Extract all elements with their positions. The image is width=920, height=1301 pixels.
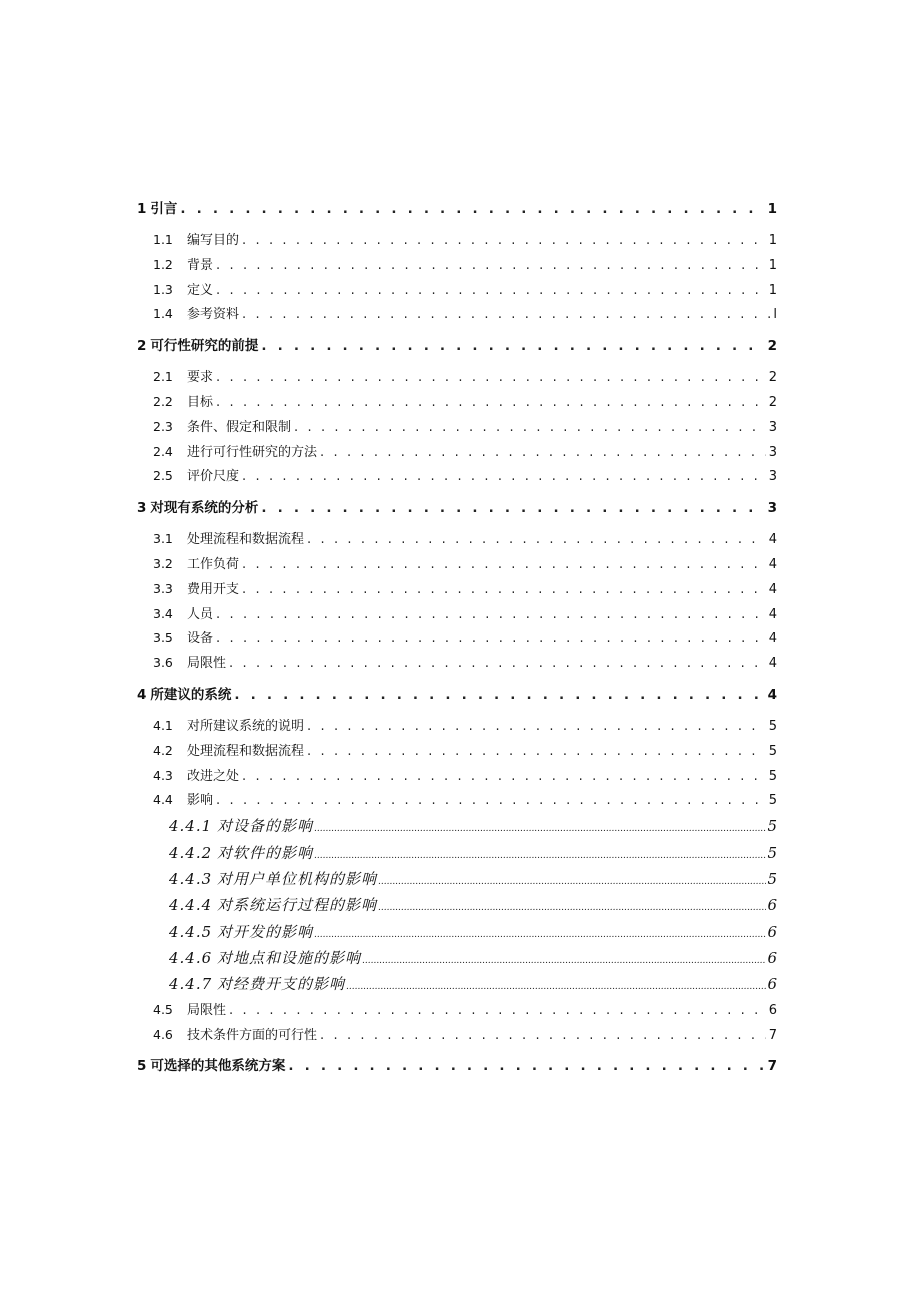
toc-entry-page: 1 xyxy=(768,282,777,298)
toc-entry-2-3[interactable] xyxy=(137,415,777,440)
dot-leader xyxy=(242,229,766,253)
toc-entry-4-3[interactable] xyxy=(137,764,777,789)
dot-leader xyxy=(288,1053,764,1079)
toc-entry-title: 对现有系统的分析 xyxy=(150,500,259,517)
dot-leader xyxy=(242,465,766,489)
toc-entry-number: 5 xyxy=(137,1058,147,1075)
dot-leader xyxy=(307,528,766,552)
toc-entry-page: 4 xyxy=(768,556,777,572)
toc-entry-4-4-5[interactable] xyxy=(137,919,777,945)
toc-entry-page: 7 xyxy=(767,1058,777,1075)
dot-leader xyxy=(229,999,766,1023)
toc-entry-number: 4.4.2 xyxy=(169,843,213,862)
toc-entry-page: 2 xyxy=(767,338,777,355)
toc-entry-number: 3.4 xyxy=(153,605,173,621)
toc-entry-2-1[interactable] xyxy=(137,365,777,390)
toc-entry-page: 3 xyxy=(767,500,777,517)
toc-entry-title: 改进之处 xyxy=(187,768,240,784)
toc-entry-3-3[interactable] xyxy=(137,577,777,602)
toc-entry-title: 所建议的系统 xyxy=(150,686,232,703)
toc-entry-number: 2.2 xyxy=(153,393,173,409)
dot-leader xyxy=(180,196,764,222)
dot-leader xyxy=(216,627,766,651)
toc-entry-4-1[interactable] xyxy=(137,714,777,739)
toc-entry-page: 5 xyxy=(767,869,777,888)
toc-entry-page: 4 xyxy=(767,686,777,703)
toc-entry-title: 定义 xyxy=(187,282,214,298)
toc-entry-page: 4 xyxy=(768,631,777,647)
toc-entry-page: 1 xyxy=(768,257,777,273)
toc-entry-2[interactable] xyxy=(137,333,777,359)
toc-entry-title: 对软件的影响 xyxy=(217,843,314,862)
toc-entry-3-1[interactable] xyxy=(137,527,777,552)
toc-entry-3[interactable] xyxy=(137,495,777,521)
dot-leader xyxy=(362,948,766,971)
dot-leader xyxy=(242,303,770,327)
dot-leader xyxy=(307,740,766,764)
toc-entry-title: 参考资料 xyxy=(187,307,240,323)
toc-entry-title: 可行性研究的前提 xyxy=(150,338,259,355)
toc-entry-title: 编写目的 xyxy=(187,233,240,248)
toc-entry-number: 4.1 xyxy=(153,717,173,733)
dot-leader xyxy=(261,495,764,521)
toc-entry-title: 要求 xyxy=(187,370,214,386)
toc-entry-title: 处理流程和数据流程 xyxy=(187,743,305,759)
toc-entry-number: 4.5 xyxy=(153,1001,173,1017)
toc-entry-4-4-6[interactable] xyxy=(137,945,777,971)
toc-entry-4-4-3[interactable] xyxy=(137,866,777,892)
toc-entry-page: 5 xyxy=(768,743,777,759)
toc-entry-number: 4.4 xyxy=(153,792,173,808)
toc-entry-title: 处理流程和数据流程 xyxy=(187,532,305,548)
toc-entry-4-4-2[interactable] xyxy=(137,840,777,866)
toc-entry-number: 4 xyxy=(137,686,147,703)
toc-entry-number: 1.1 xyxy=(153,232,173,247)
toc-entry-number: 3.6 xyxy=(153,655,173,671)
toc-entry-3-4[interactable] xyxy=(137,602,777,627)
toc-entry-number: 4.3 xyxy=(153,767,173,783)
toc-entry-number: 1.3 xyxy=(153,281,173,297)
toc-entry-title: 对系统运行过程的影响 xyxy=(217,896,378,915)
toc-entry-1-4[interactable] xyxy=(137,302,777,327)
toc-entry-title: 影响 xyxy=(187,793,214,809)
toc-entry-title: 引言 xyxy=(150,201,178,217)
toc-entry-4-6[interactable] xyxy=(137,1023,777,1048)
toc-entry-page: 4 xyxy=(768,581,777,597)
toc-entry-3-5[interactable] xyxy=(137,626,777,651)
toc-entry-number: 3 xyxy=(137,500,147,517)
toc-entry-4-4-4[interactable] xyxy=(137,892,777,918)
toc-entry-number: 4.4.5 xyxy=(169,922,213,941)
toc-entry-number: 2.5 xyxy=(153,468,173,484)
toc-entry-number: 4.4.4 xyxy=(169,896,213,915)
toc-entry-title: 对开发的影响 xyxy=(217,922,314,941)
toc-entry-number: 4.4.7 xyxy=(169,975,213,994)
toc-entry-number: 3.1 xyxy=(153,531,173,547)
toc-entry-page: 1 xyxy=(768,233,777,248)
toc-entry-5[interactable] xyxy=(137,1053,777,1079)
toc-entry-page: 3 xyxy=(768,469,777,485)
table-of-contents xyxy=(137,196,777,1085)
dot-leader xyxy=(346,974,766,997)
toc-entry-2-5[interactable] xyxy=(137,464,777,489)
toc-entry-page: 5 xyxy=(768,718,777,734)
dot-leader xyxy=(216,391,766,415)
toc-entry-4-4-7[interactable] xyxy=(137,971,777,997)
toc-entry-title: 对地点和设施的影响 xyxy=(217,949,362,968)
dot-leader xyxy=(216,603,766,627)
toc-entry-1-1[interactable] xyxy=(137,228,777,253)
toc-entry-1[interactable] xyxy=(137,196,777,222)
toc-entry-title: 局限性 xyxy=(187,656,227,672)
toc-entry-4-5[interactable] xyxy=(137,998,777,1023)
toc-entry-title: 目标 xyxy=(187,394,214,410)
toc-entry-number: 2.4 xyxy=(153,443,173,459)
toc-entry-page: 6 xyxy=(767,949,777,968)
toc-entry-3-2[interactable] xyxy=(137,552,777,577)
dot-leader xyxy=(378,869,766,892)
toc-entry-page: 4 xyxy=(768,656,777,672)
toc-entry-title: 对用户单位机构的影响 xyxy=(217,869,378,888)
toc-entry-number: 1.4 xyxy=(153,306,173,322)
toc-entry-title: 人员 xyxy=(187,606,214,622)
toc-entry-title: 评价尺度 xyxy=(187,469,240,485)
toc-entry-page: l xyxy=(773,307,777,323)
dot-leader xyxy=(307,715,766,739)
dot-leader xyxy=(242,553,766,577)
toc-entry-page: 2 xyxy=(768,370,777,386)
dot-leader xyxy=(320,441,766,465)
toc-entry-title: 费用开支 xyxy=(187,581,240,597)
dot-leader xyxy=(216,789,766,813)
toc-entry-number: 3.3 xyxy=(153,580,173,596)
toc-entry-title: 可选择的其他系统方案 xyxy=(150,1058,286,1075)
toc-entry-1-3[interactable] xyxy=(137,278,777,303)
dot-leader xyxy=(314,816,766,839)
toc-entry-number: 3.2 xyxy=(153,555,173,571)
toc-entry-page: 5 xyxy=(767,817,777,836)
toc-entry-1-2[interactable] xyxy=(137,253,777,278)
toc-entry-number: 3.5 xyxy=(153,630,173,646)
toc-entry-page: 3 xyxy=(768,444,777,460)
toc-entry-page: 6 xyxy=(767,896,777,915)
toc-entry-page: 7 xyxy=(768,1027,777,1043)
toc-entry-title: 背景 xyxy=(187,257,214,273)
toc-entry-page: 4 xyxy=(768,606,777,622)
toc-entry-number: 4.2 xyxy=(153,742,173,758)
toc-entry-number: 4.4.3 xyxy=(169,869,213,888)
toc-entry-number: 2 xyxy=(137,338,147,355)
dot-leader xyxy=(294,416,766,440)
dot-leader xyxy=(242,578,766,602)
toc-entry-title: 局限性 xyxy=(187,1002,227,1018)
dot-leader xyxy=(261,333,764,359)
toc-entry-number: 2.1 xyxy=(153,369,173,385)
dot-leader xyxy=(314,922,766,945)
dot-leader xyxy=(242,765,766,789)
toc-entry-4-2[interactable] xyxy=(137,739,777,764)
toc-entry-page: 2 xyxy=(768,394,777,410)
toc-entry-title: 设备 xyxy=(187,631,214,647)
dot-leader xyxy=(216,279,766,303)
toc-entry-2-4[interactable] xyxy=(137,440,777,465)
toc-entry-page: 5 xyxy=(767,843,777,862)
toc-entry-number: 4.6 xyxy=(153,1026,173,1042)
toc-entry-number: 1 xyxy=(137,201,147,217)
toc-entry-title: 对所建议系统的说明 xyxy=(187,718,305,734)
toc-entry-page: 4 xyxy=(768,532,777,548)
toc-entry-3-6[interactable] xyxy=(137,651,777,676)
toc-entry-number: 2.3 xyxy=(153,418,173,434)
dot-leader xyxy=(216,254,766,278)
toc-entry-4-4-1[interactable] xyxy=(137,813,777,839)
toc-entry-page: 5 xyxy=(768,793,777,809)
dot-leader xyxy=(378,895,766,918)
toc-entry-title: 工作负荷 xyxy=(187,556,240,572)
toc-entry-page: 6 xyxy=(767,922,777,941)
dot-leader xyxy=(320,1024,766,1048)
toc-entry-title: 技术条件方面的可行性 xyxy=(187,1027,318,1043)
toc-entry-title: 进行可行性研究的方法 xyxy=(187,444,318,460)
dot-leader xyxy=(314,843,766,866)
dot-leader xyxy=(216,366,766,390)
toc-entry-page: 1 xyxy=(767,201,777,217)
toc-entry-page: 6 xyxy=(767,975,777,994)
toc-entry-page: 6 xyxy=(768,1002,777,1018)
toc-entry-title: 条件、假定和限制 xyxy=(187,419,292,435)
toc-entry-page: 5 xyxy=(768,768,777,784)
toc-entry-number: 4.4.6 xyxy=(169,949,213,968)
toc-entry-title: 对经费开支的影响 xyxy=(217,975,346,994)
toc-entry-title: 对设备的影响 xyxy=(217,817,314,836)
toc-entry-4[interactable] xyxy=(137,682,777,708)
toc-entry-4-4[interactable] xyxy=(137,788,777,813)
toc-entry-2-2[interactable] xyxy=(137,390,777,415)
dot-leader xyxy=(234,682,764,708)
toc-entry-page: 3 xyxy=(768,419,777,435)
toc-entry-number: 4.4.1 xyxy=(169,817,213,836)
dot-leader xyxy=(229,652,766,676)
toc-entry-number: 1.2 xyxy=(153,256,173,272)
